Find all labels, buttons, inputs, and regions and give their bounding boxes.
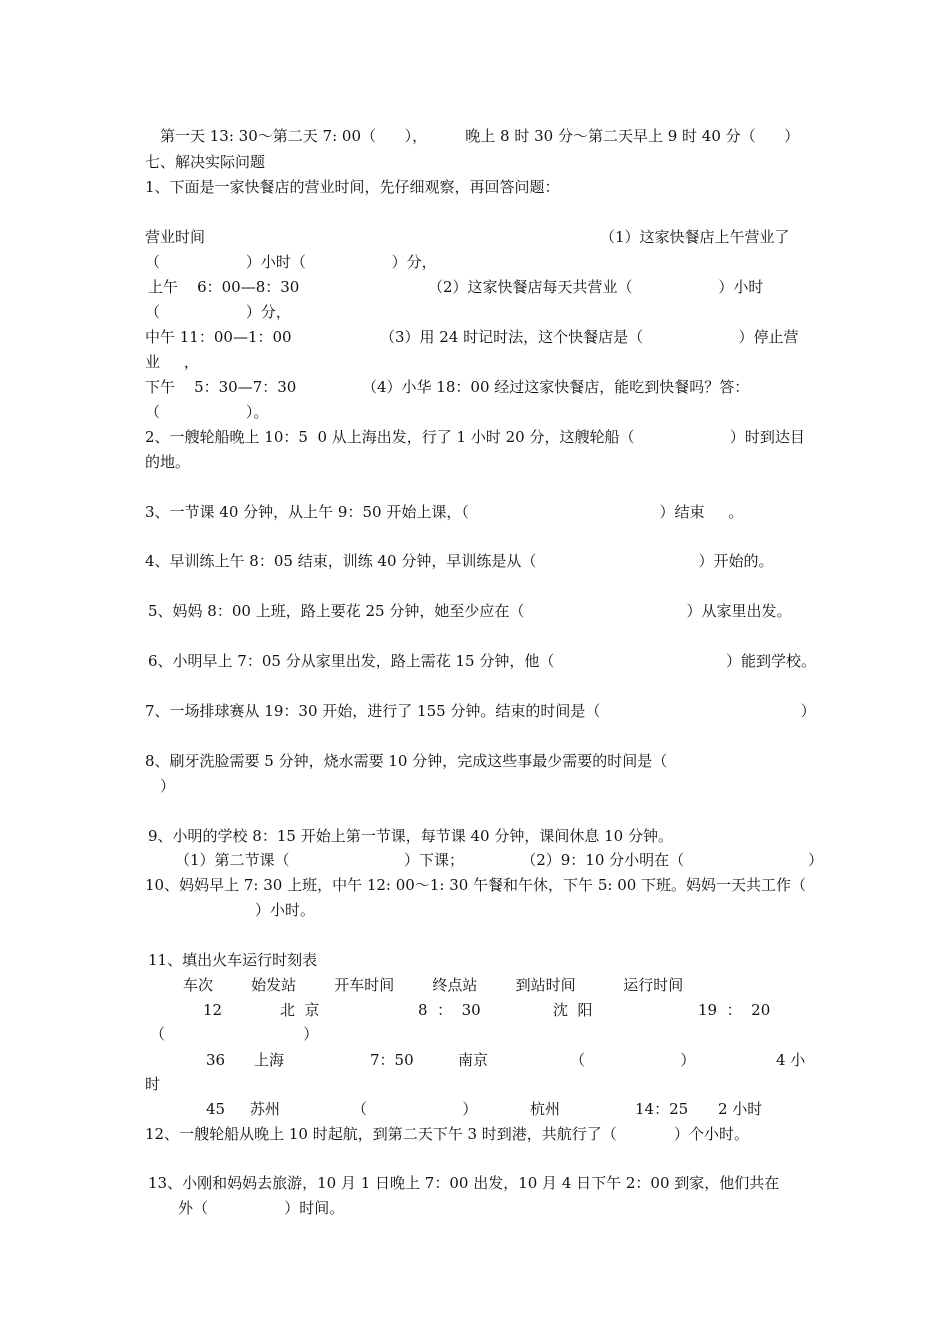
train-36-origin: 上海 xyxy=(254,1051,285,1069)
train-36-depart: 7：50 xyxy=(370,1051,414,1069)
train-45-destination: 杭州 xyxy=(530,1100,561,1118)
q11-title: 11、填出火车运行时刻表 xyxy=(148,951,318,969)
train-12-depart: 8 ： 30 xyxy=(418,1001,481,1019)
train-12-destination: 沈 阳 xyxy=(553,1001,593,1019)
q4: 4、早训练上午 8：05 结束，训练 40 分钟，早训练是从（ ）开始的。 xyxy=(145,552,774,570)
train-12-arrive: 19 ： 20 xyxy=(698,1001,771,1019)
q1-sub4-blank: （ ）。 xyxy=(145,403,269,421)
q6: 6、小明早上 7：05 分从家里出发，路上需花 15 分钟，他（ ）能到学校。 xyxy=(148,652,816,670)
q1-sub1: （1）这家快餐店上午营业了 xyxy=(600,228,790,246)
q9-line2: （1）第二节课（ ）下课； （2）9：10 分小明在（ ） xyxy=(175,851,824,869)
train-45-number: 45 xyxy=(206,1100,226,1118)
q1-intro: 1、下面是一家快餐店的营业时间，先仔细观察，再回答问题： xyxy=(145,178,560,196)
train-12-number: 12 xyxy=(203,1001,223,1019)
q1-sub1-blanks: （ ）小时（ ）分， xyxy=(145,253,437,271)
q1-morning-hours: 上午 6：00—8：30 xyxy=(148,278,300,296)
q10-line1: 10、妈妈早上 7: 30 上班，中午 12: 00～1: 30 午餐和午休，下午 5: 00 下班。妈妈一天共工作（ xyxy=(145,876,807,894)
train-36-duration: 4 小 xyxy=(776,1051,806,1069)
train-36-destination: 南京 xyxy=(458,1051,489,1069)
train-45-depart-blank: （ ） xyxy=(352,1100,478,1118)
q3: 3、一节课 40 分钟，从上午 9：50 开始上课，（ ）结束 。 xyxy=(145,503,744,521)
q2-line2: 的地。 xyxy=(145,453,191,471)
line-time-span-blanks: 第一天 13: 30～第二天 7: 00（ ）， 晚上 8 时 30 分～第二天早上 9 时 40 分（ ） xyxy=(160,127,800,145)
q1-sub2: （2）这家快餐店每天共营业（ ）小时 xyxy=(428,278,764,296)
train-45-duration: 2 小时 xyxy=(718,1100,763,1118)
train-45-arrive: 14：25 xyxy=(635,1100,689,1118)
timetable-header: 车次 始发站 开车时间 终点站 到站时间 运行时间 xyxy=(183,976,684,994)
train-12-duration-blank: （ ） xyxy=(150,1025,319,1043)
q1-evening-hours: 下午 5：30—7：30 xyxy=(145,378,297,396)
train-45-origin: 苏州 xyxy=(250,1100,281,1118)
q10-line2: ）小时。 xyxy=(255,901,316,919)
q2-line1: 2、一艘轮船晚上 10：5 0 从上海出发，行了 1 小时 20 分，这艘轮船（ ）时到达目 xyxy=(145,428,805,446)
q1-sub3-cont: 业 ， xyxy=(145,353,199,371)
q7: 7、一场排球赛从 19：30 开始，进行了 155 分钟。结束的时间是（ ） xyxy=(145,702,816,720)
q1-sub3: （3）用 24 时记时法，这个快餐店是（ ）停止营 xyxy=(380,328,799,346)
q5: 5、妈妈 8：00 上班，路上要花 25 分钟，她至少应在（ ）从家里出发。 xyxy=(148,602,792,620)
q9-line1: 9、小明的学校 8：15 开始上第一节课，每节课 40 分钟，课间休息 10 分钟。 xyxy=(148,827,673,845)
q1-hours-title: 营业时间 xyxy=(145,228,206,246)
train-36-duration-cont: 时 xyxy=(145,1075,161,1093)
q1-sub4: （4）小华 18：00 经过这家快餐店，能吃到快餐吗？答： xyxy=(362,378,750,396)
q13-line2: 外（ ）时间。 xyxy=(178,1199,345,1217)
q1-noon-hours: 中午 11：00—1：00 xyxy=(145,328,292,346)
q8-line1: 8、刷牙洗脸需要 5 分钟，烧水需要 10 分钟，完成这些事最少需要的时间是（ xyxy=(145,752,668,770)
q8-line2: ） xyxy=(160,777,176,795)
train-36-number: 36 xyxy=(206,1051,226,1069)
train-36-arrive-blank: （ ） xyxy=(570,1051,696,1069)
q1-sub2-blanks: （ ）分， xyxy=(145,303,291,321)
q12: 12、一艘轮船从晚上 10 时起航，到第二天下午 3 时到港，共航行了（ ）个小时。 xyxy=(145,1125,750,1143)
q13-line1: 13、小刚和妈妈去旅游，10 月 1 日晚上 7：00 出发，10 月 4 日下午 2：00 到家，他们共在 xyxy=(148,1174,780,1192)
section-heading: 七、解决实际问题 xyxy=(145,153,266,171)
train-12-origin: 北 京 xyxy=(280,1001,320,1019)
